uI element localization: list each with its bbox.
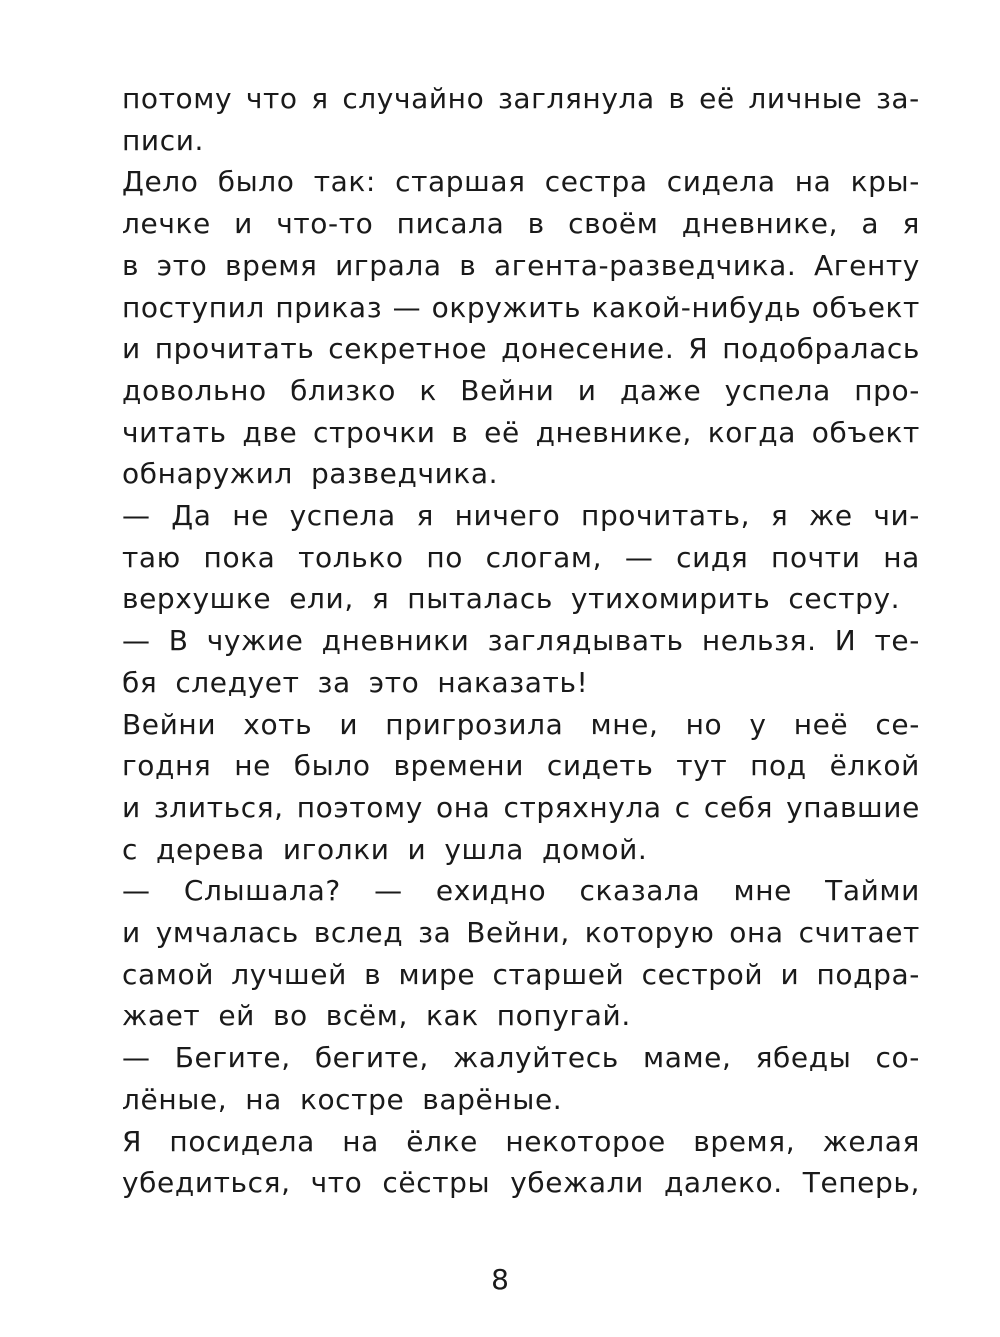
word: годня bbox=[122, 749, 212, 783]
word: прочитать, bbox=[581, 499, 751, 532]
word: подобралась bbox=[722, 332, 920, 366]
word: подра- bbox=[816, 957, 920, 991]
word: и bbox=[577, 373, 597, 407]
text-line bbox=[122, 161, 920, 203]
word: следует bbox=[175, 665, 300, 699]
word: на bbox=[883, 540, 920, 574]
word: чужие bbox=[206, 624, 304, 658]
word: неё bbox=[793, 707, 849, 741]
word: варёные. bbox=[422, 1082, 563, 1116]
word: пригрозила bbox=[385, 707, 564, 741]
word: себя bbox=[703, 790, 774, 824]
word: домой. bbox=[541, 832, 648, 866]
word: пока bbox=[203, 540, 276, 574]
word: и bbox=[122, 332, 141, 366]
word: некоторое bbox=[505, 1124, 666, 1158]
word: а bbox=[861, 207, 880, 241]
text-line bbox=[122, 453, 920, 495]
text-line bbox=[122, 287, 920, 329]
word: в bbox=[459, 248, 477, 282]
text-line bbox=[122, 120, 920, 162]
text-line bbox=[122, 995, 920, 1037]
word: с bbox=[122, 832, 138, 866]
word: мне, bbox=[590, 707, 659, 741]
text-line bbox=[122, 78, 920, 120]
word: разведчика. bbox=[310, 457, 499, 491]
word: злиться, bbox=[153, 790, 284, 824]
word: под bbox=[750, 749, 807, 783]
word: лучшей bbox=[231, 957, 347, 991]
word: Вейни, bbox=[466, 916, 570, 949]
word: иголки bbox=[282, 832, 390, 866]
word: попугай. bbox=[496, 999, 631, 1033]
word: и bbox=[122, 916, 141, 949]
text-line bbox=[122, 412, 920, 454]
word: это bbox=[156, 248, 208, 282]
word: успела bbox=[724, 373, 831, 407]
word: — bbox=[374, 874, 403, 908]
word: что bbox=[245, 82, 298, 115]
word: было bbox=[293, 749, 371, 783]
word: не bbox=[232, 499, 269, 532]
word: бегите, bbox=[314, 1041, 429, 1075]
text-line bbox=[122, 370, 920, 412]
word: Да bbox=[171, 499, 212, 532]
word: наказать! bbox=[437, 665, 589, 699]
word: я bbox=[416, 499, 434, 532]
word: объект bbox=[811, 290, 920, 324]
text-line bbox=[122, 328, 920, 370]
word: — bbox=[122, 874, 151, 908]
word: всём, bbox=[325, 999, 408, 1033]
word: с bbox=[674, 790, 691, 824]
word: у bbox=[749, 707, 767, 741]
word: я bbox=[371, 582, 390, 616]
text-line bbox=[122, 1037, 920, 1079]
word: приказ bbox=[275, 290, 383, 324]
word: утихомирить bbox=[570, 582, 771, 616]
word: и bbox=[780, 957, 800, 991]
word: сестра bbox=[544, 165, 648, 199]
word: что bbox=[310, 1166, 363, 1200]
word: хоть bbox=[243, 707, 313, 741]
word: ёлкой bbox=[829, 749, 920, 783]
word: на bbox=[794, 165, 832, 199]
text-line bbox=[122, 870, 920, 912]
word: вслед bbox=[313, 916, 404, 949]
word: было bbox=[217, 165, 295, 199]
word: агента-разведчика. bbox=[494, 248, 797, 282]
word: старшей bbox=[492, 957, 625, 991]
word: дерева bbox=[156, 832, 265, 866]
word: писала bbox=[396, 207, 505, 241]
word: поэтому bbox=[296, 790, 423, 824]
word: упавшие bbox=[786, 790, 920, 824]
text-line bbox=[122, 954, 920, 996]
word: мире bbox=[398, 957, 476, 991]
word: Теперь, bbox=[802, 1166, 920, 1200]
word: ушла bbox=[444, 832, 524, 866]
word: Вейни bbox=[122, 707, 217, 741]
word: далеко. bbox=[663, 1166, 783, 1200]
word: самой bbox=[122, 957, 215, 991]
word: личные bbox=[748, 82, 863, 115]
word: И bbox=[834, 624, 857, 658]
word: Я bbox=[688, 332, 709, 366]
word: время, bbox=[693, 1124, 796, 1158]
word: близко bbox=[290, 373, 397, 407]
word: две bbox=[242, 415, 298, 449]
word: со- bbox=[875, 1041, 920, 1075]
word: её bbox=[484, 415, 520, 449]
text-line bbox=[122, 495, 920, 537]
word: время bbox=[225, 248, 318, 282]
word: костре bbox=[299, 1082, 405, 1116]
word: секретное bbox=[328, 332, 488, 366]
word: дневники bbox=[321, 624, 470, 658]
word: пыталась bbox=[407, 582, 553, 616]
word: к bbox=[419, 373, 437, 407]
word: она bbox=[729, 916, 784, 949]
text-line bbox=[122, 787, 920, 829]
word: даже bbox=[619, 373, 702, 407]
word: Дело bbox=[122, 165, 199, 199]
word: сёстры bbox=[382, 1166, 491, 1200]
word: сестру. bbox=[788, 582, 901, 616]
word: я bbox=[902, 207, 920, 241]
word: кры- bbox=[850, 165, 920, 199]
word: что-то bbox=[276, 207, 374, 241]
word: строчки bbox=[313, 415, 436, 449]
word: те- bbox=[874, 624, 920, 658]
word: времени bbox=[393, 749, 524, 783]
word: и bbox=[339, 707, 359, 741]
word: лечке bbox=[122, 207, 211, 241]
text-line bbox=[122, 245, 920, 287]
word: поступил bbox=[122, 290, 265, 324]
word: за bbox=[317, 665, 351, 699]
word: это bbox=[368, 665, 420, 699]
word: убежали bbox=[510, 1166, 644, 1200]
word: Тайми bbox=[825, 874, 920, 908]
word: сидя bbox=[676, 540, 749, 574]
word: слогам, bbox=[485, 540, 603, 574]
word: умчалась bbox=[155, 916, 299, 949]
word: она bbox=[435, 790, 491, 824]
word: таю bbox=[122, 540, 181, 574]
word: дневнике, bbox=[681, 207, 839, 241]
word: как bbox=[425, 999, 479, 1033]
word: не bbox=[234, 749, 271, 783]
word: убедиться, bbox=[122, 1166, 291, 1200]
word: когда bbox=[707, 415, 796, 449]
text-line bbox=[122, 620, 920, 662]
text-line bbox=[122, 704, 920, 746]
text-line bbox=[122, 912, 920, 954]
word: заглянула bbox=[497, 82, 655, 115]
word: старшая bbox=[395, 165, 526, 199]
word: ей bbox=[218, 999, 255, 1033]
word: играла bbox=[335, 248, 442, 282]
word: и bbox=[234, 207, 253, 241]
word: сидела bbox=[666, 165, 776, 199]
word: я bbox=[311, 82, 329, 115]
text-line bbox=[122, 578, 920, 620]
word: какой-нибудь bbox=[591, 290, 802, 324]
word: своём bbox=[568, 207, 659, 241]
word: ничего bbox=[454, 499, 561, 532]
word: тут bbox=[676, 749, 728, 783]
text-line bbox=[122, 662, 920, 704]
word: Я bbox=[122, 1124, 143, 1158]
word: верхушке bbox=[122, 582, 272, 616]
text-line bbox=[122, 1079, 920, 1121]
word: в bbox=[527, 207, 545, 241]
word: маме, bbox=[642, 1041, 732, 1075]
word: Слышала? bbox=[183, 874, 341, 908]
text-line bbox=[122, 537, 920, 579]
word: в bbox=[364, 957, 382, 991]
word: Вейни bbox=[460, 373, 555, 407]
word: ели, bbox=[289, 582, 354, 616]
word: в bbox=[451, 415, 469, 449]
word: нельзя. bbox=[701, 624, 817, 658]
text-line bbox=[122, 829, 920, 871]
word: на bbox=[342, 1124, 379, 1158]
word: — bbox=[392, 290, 422, 324]
word: прочитать bbox=[154, 332, 315, 366]
word: заглядывать bbox=[487, 624, 684, 658]
text-line bbox=[122, 1162, 920, 1204]
word: ябеды bbox=[755, 1041, 852, 1075]
page-number: 8 bbox=[491, 1263, 509, 1296]
word: Бегите, bbox=[174, 1041, 291, 1075]
word: донесение. bbox=[501, 332, 675, 366]
word: бя bbox=[122, 665, 158, 699]
word: писи. bbox=[122, 123, 204, 157]
word: по bbox=[426, 540, 463, 574]
text-line bbox=[122, 203, 920, 245]
word: желая bbox=[822, 1124, 920, 1158]
word: чи- bbox=[873, 499, 920, 532]
word: в bbox=[122, 248, 140, 282]
word: сестрой bbox=[641, 957, 764, 991]
word: — bbox=[122, 1041, 151, 1075]
word: почти bbox=[771, 540, 861, 574]
word: за- bbox=[875, 82, 920, 115]
word: окружить bbox=[431, 290, 582, 324]
word: которую bbox=[584, 916, 715, 949]
word: только bbox=[298, 540, 404, 574]
word: се- bbox=[875, 707, 920, 741]
word: — bbox=[624, 540, 654, 574]
word: за bbox=[418, 916, 452, 949]
word: я bbox=[770, 499, 789, 532]
word: — bbox=[122, 499, 151, 532]
word: потому bbox=[122, 82, 233, 115]
word: же bbox=[809, 499, 853, 532]
word: стряхнула bbox=[503, 790, 662, 824]
text-line bbox=[122, 1121, 920, 1163]
word: про- bbox=[854, 373, 920, 407]
word: В bbox=[168, 624, 189, 658]
word: довольно bbox=[122, 373, 267, 407]
word: сказала bbox=[579, 874, 701, 908]
text-line bbox=[122, 745, 920, 787]
word: но bbox=[685, 707, 723, 741]
word: случайно bbox=[342, 82, 485, 115]
word: объект bbox=[811, 415, 920, 449]
word: ёлке bbox=[406, 1124, 478, 1158]
word: лёные, bbox=[122, 1082, 228, 1116]
word: читать bbox=[122, 415, 227, 449]
word: на bbox=[245, 1082, 282, 1116]
word: в bbox=[668, 82, 686, 115]
word: посидела bbox=[169, 1124, 315, 1158]
word: во bbox=[272, 999, 308, 1033]
word: обнаружил bbox=[122, 457, 293, 491]
word: Агенту bbox=[814, 248, 920, 282]
word: и bbox=[407, 832, 427, 866]
book-page bbox=[122, 0, 920, 1337]
word: так: bbox=[313, 165, 376, 199]
word: ехидно bbox=[435, 874, 547, 908]
word: успела bbox=[289, 499, 396, 532]
word: жает bbox=[122, 999, 201, 1033]
word: дневнике, bbox=[535, 415, 692, 449]
word: мне bbox=[733, 874, 792, 908]
word: сидеть bbox=[546, 749, 654, 783]
word: жалуйтесь bbox=[452, 1041, 619, 1075]
word: — bbox=[122, 624, 151, 658]
word: её bbox=[699, 82, 735, 115]
word: считает bbox=[798, 916, 920, 949]
word: и bbox=[122, 790, 141, 824]
